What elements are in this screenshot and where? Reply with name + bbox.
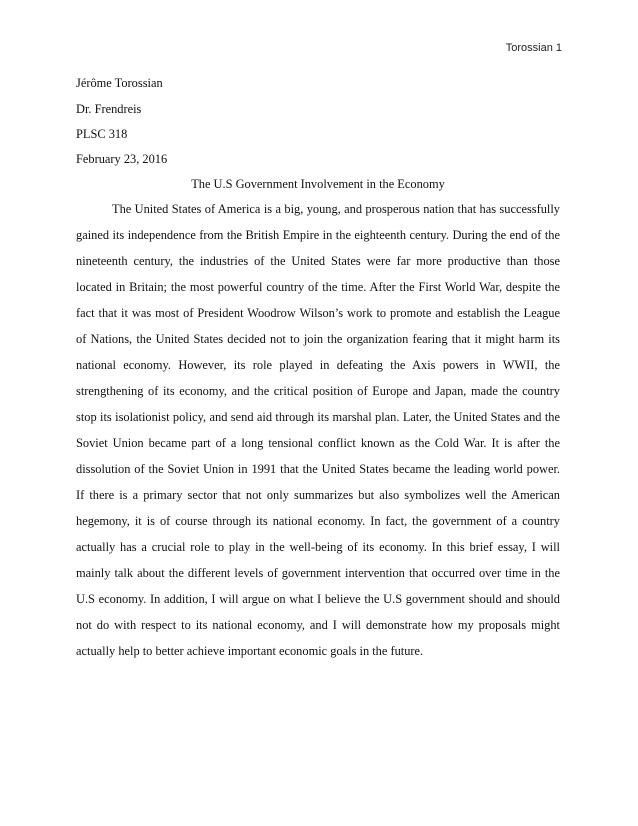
document-title: The U.S Government Involvement in the Economy: [191, 177, 445, 191]
running-header: Torossian 1: [505, 42, 562, 54]
instructor-name: Dr. Frendreis: [76, 102, 142, 116]
paragraph-line: actually has a crucial role to play in the well-being of its economy. In this brief essay, I will: [76, 540, 560, 554]
paragraph-line: If there is a primary sector that not only summarizes but also symbolizes well the American: [76, 488, 560, 502]
paragraph-line: U.S economy. In addition, I will argue on what I believe the U.S government should and should: [76, 592, 560, 606]
author-name: Jérôme Torossian: [76, 76, 163, 90]
paragraph-line: not do with respect to its national economy, and I will demonstrate how my proposals might: [76, 618, 560, 632]
paragraph-line: gained its independence from the British Empire in the eighteenth century. During the end of the: [76, 228, 560, 242]
paragraph-line: dissolution of the Soviet Union in 1991 that the United States became the leading world power.: [76, 462, 560, 476]
paragraph-line: stop its isolationist policy, and send aid through its marshal plan. Later, the United States and the: [76, 410, 560, 424]
paragraph-line: The United States of America is a big, young, and prosperous nation that has successfully: [112, 202, 560, 216]
paragraph-line: of Nations, the United States decided not to join the organization fearing that it might harm its: [76, 332, 560, 346]
paragraph-line: actually help to better achieve important economic goals in the future.: [76, 644, 424, 658]
document-date: February 23, 2016: [76, 152, 168, 166]
paragraph-line: strengthening of its economy, and the critical position of Europe and Japan, made the country: [76, 384, 560, 398]
paragraph-line: nineteenth century, the industries of the United States were far more productive than those: [76, 254, 560, 268]
course-code: PLSC 318: [76, 127, 128, 141]
paragraph-line: mainly talk about the different levels of government intervention that occurred over time in the: [76, 566, 560, 580]
paragraph-line: located in Britain; the most powerful country of the time. After the First World War, despite the: [76, 280, 560, 294]
paragraph-line: national economy. However, its role played in defeating the Axis powers in WWII, the: [76, 358, 560, 372]
paragraph-line: fact that it was most of President Woodrow Wilson’s work to promote and establish the League: [76, 306, 560, 320]
paragraph-line: hegemony, it is of course through its national economy. In fact, the government of a country: [76, 514, 560, 528]
paragraph-line: Soviet Union became part of a long tensional conflict known as the Cold War. It is after the: [76, 436, 560, 450]
